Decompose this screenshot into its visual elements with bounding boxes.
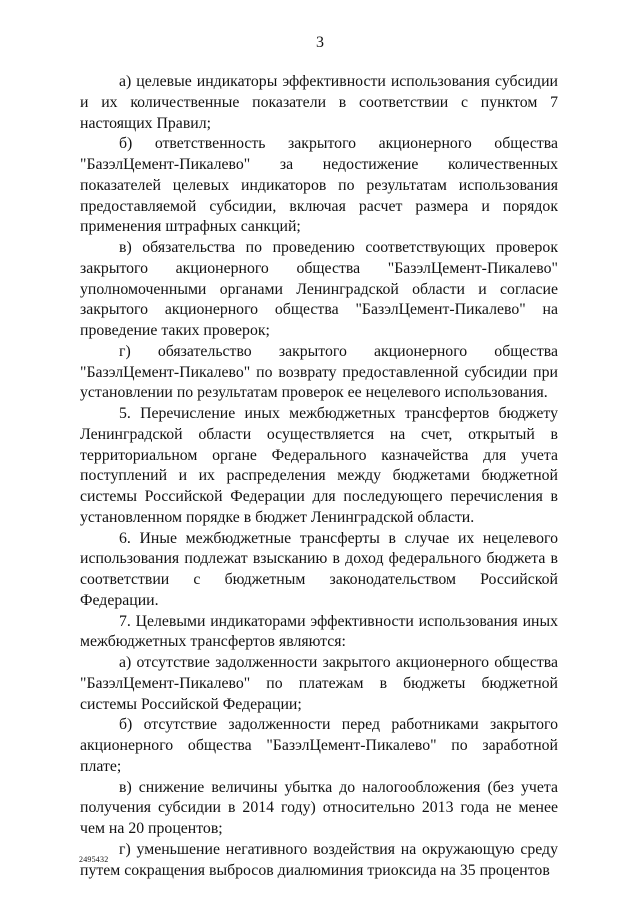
paragraph-5-transfer: 5. Перечисление иных межбюджетных трансфертов бюджету Ленинградской области осуществляется на счет, открытый в территориальном органе Федерального казначейства для учета поступлений и их распределения между бюджетами бюджетной системы Российской Федерации для последующего перечисления в установленном порядке в бюджет Ленинградской области. — [80, 405, 558, 526]
paragraph-a-indicators: а) целевые индикаторы эффективности использования субсидии и их количественные показатели в соответствии с пунктом 7 настоящих Правил; — [80, 73, 558, 132]
paragraph-7b-no-wage-debt: б) отсутствие задолженности перед работниками закрытого акционерного общества "БазэлЦемент-Пикалево" по заработной плате; — [80, 716, 558, 775]
paragraph-6-recovery: 6. Иные межбюджетные трансферты в случае их нецелевого использования подлежат взысканию в доход федерального бюджета в соответствии с бюджетным законодательством Российской Федерации. — [80, 529, 558, 609]
paragraph-v-inspections: в) обязательства по проведению соответствующих проверок закрытого акционерного общества "БазэлЦемент-Пикалево" уполномоченными органами Ленинградской области и согласие закрытого акционерного общества "БазэлЦемент-Пикалево" на проведение таких проверок; — [80, 239, 558, 339]
paragraph-7g-emissions: г) уменьшение негативного воздействия на окружающую среду путем сокращения выбросов диалюминия триоксида на 35 процентов — [80, 840, 558, 879]
paragraph-7a-no-tax-debt: а) отсутствие задолженности закрытого акционерного общества "БазэлЦемент-Пикалево" по платежам в бюджеты бюджетной системы Российской Федерации; — [80, 654, 558, 713]
paragraph-g-refund: г) обязательство закрытого акционерного общества "БазэлЦемент-Пикалево" по возврату предоставленной субсидии при установлении по результатам проверок ее нецелевого использования. — [80, 342, 558, 402]
paragraph-7-indicators: 7. Целевыми индикаторами эффективности использования иных межбюджетных трансфертов являются: — [80, 612, 558, 651]
document-code: 2495432 — [79, 855, 109, 864]
paragraph-7v-loss-reduction: в) снижение величины убытка до налогообложения (без учета получения субсидии в 2014 году) относительно 2013 года не менее чем на 20 процентов; — [80, 778, 558, 837]
document-body — [80, 72, 558, 881]
paragraph-b-responsibility: б) ответственность закрытого акционерного общества "БазэлЦемент-Пикалево" за недостижение количественных показателей целевых индикаторов по результатам использования предоставляемой субсидии, включая расчет размера и порядок применения штрафных санкций; — [80, 135, 558, 236]
page-number: 3 — [316, 34, 324, 51]
